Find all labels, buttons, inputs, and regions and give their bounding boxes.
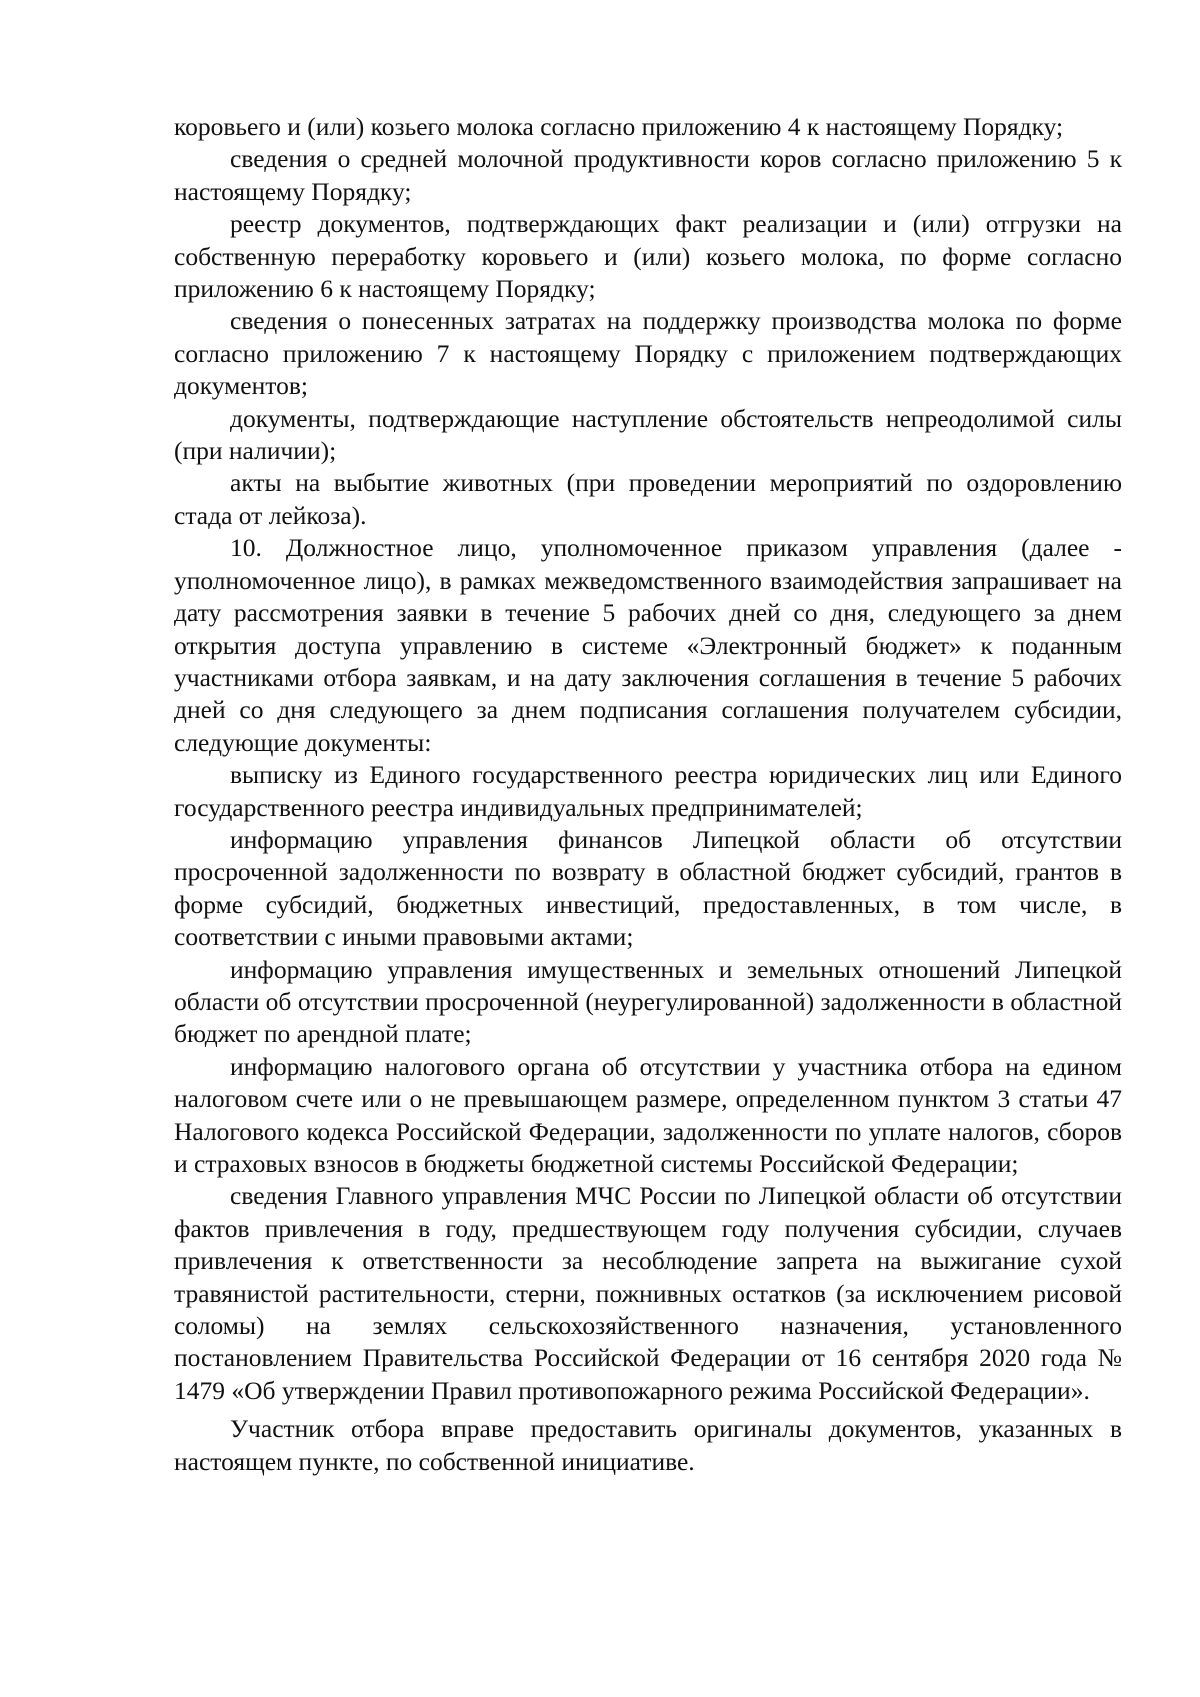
paragraph-item-10: 10. Должностное лицо, уполномоченное приказом управления (далее - уполномоченное лицо), в рамках межведомственного взаимодействия запрашивает на дату рассмотрения заявки в течение 5 рабочих дней со дня, следующего за днем открытия доступа управлению в системе «Электронный бюджет» к поданным участниками отбора заявкам, и на дату заключения соглашения в течение 5 рабочих дней со дня следующего за днем подписания соглашения получателем субсидии, следующие документы: xyxy=(174,533,1122,757)
paragraph-costs-info: сведения о понесенных затратах на поддержку производства молока по форме согласно приложению 7 к настоящему Порядку с приложением подтверждающих документов; xyxy=(174,306,1122,401)
paragraph-emergency-info: сведения Главного управления МЧС России по Липецкой области об отсутствии фактов привлечения в году, предшествующем году получения субсидии, случаев привлечения к ответственности за несоблюдение запрета на выжигание сухой травянистой растительности, стерни, пожнивных остатков (за исключением рисовой соломы) на землях сельскохозяйственного назначения, установленного постановлением Правительства Российской Федерации от 16 сентября 2020 года № 1479 «Об утверждении Правил противопожарного режима Российской Федерации». xyxy=(174,1181,1122,1405)
document-body xyxy=(174,111,1122,1478)
paragraph-originals: Участник отбора вправе предоставить оригиналы документов, указанных в настоящем пункте, по собственной инициативе. xyxy=(174,1414,1122,1476)
paragraph-documents-registry: реестр документов, подтверждающих факт реализации и (или) отгрузки на собственную переработку коровьего и (или) козьего молока, по форме согласно приложению 6 к настоящему Порядку; xyxy=(174,209,1122,304)
paragraph-animal-disposal: акты на выбытие животных (при проведении мероприятий по оздоровлению стада от лейкоза). xyxy=(174,468,1122,530)
paragraph-property-info: информацию управления имущественных и земельных отношений Липецкой области об отсутствии просроченной (неурегулированной) задолженности в областной бюджет по арендной плате; xyxy=(174,954,1122,1049)
paragraph-milk-productivity: сведения о средней молочной продуктивности коров согласно приложению 5 к настоящему Порядку; xyxy=(174,144,1122,206)
paragraph-finance-info: информацию управления финансов Липецкой области об отсутствии просроченной задолженности по возврату в областной бюджет субсидий, грантов в форме субсидий, бюджетных инвестиций, предоставленных, в том числе, в соответствии с иными правовыми актами; xyxy=(174,824,1122,952)
paragraph-continuation: коровьего и (или) козьего молока согласно приложению 4 к настоящему Порядку; xyxy=(174,112,1064,141)
paragraph-tax-info: информацию налогового органа об отсутствии у участника отбора на едином налоговом счете или о не превышающем размере, определенном пунктом 3 статьи 47 Налогового кодекса Российской Федерации, задолженности по уплате налогов, сборов и страховых взносов в бюджеты бюджетной системы Российской Федерации; xyxy=(174,1051,1122,1178)
paragraph-force-majeure: документы, подтверждающие наступление обстоятельств непреодолимой силы (при наличии); xyxy=(174,403,1122,466)
paragraph-registry-extract: выписку из Единого государственного реестра юридических лиц или Единого государственного реестра индивидуальных предпринимателей; xyxy=(174,760,1122,822)
